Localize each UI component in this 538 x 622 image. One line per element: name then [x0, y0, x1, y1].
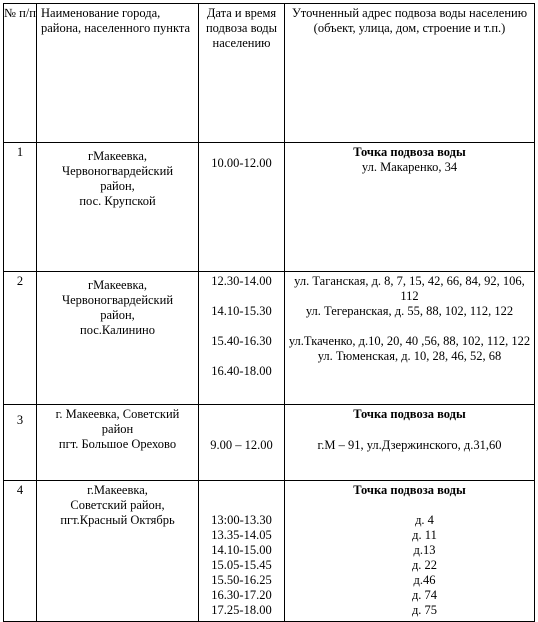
- city-line: район,: [100, 179, 135, 193]
- table-row: [4, 272, 535, 405]
- table-row: [4, 405, 535, 481]
- water-delivery-table: [3, 3, 535, 622]
- row-times: [199, 481, 285, 622]
- time-slot: 12.30-14.00: [211, 274, 272, 288]
- time-slot: 9.00 – 12.00: [210, 438, 273, 452]
- address-line: д.13: [413, 543, 436, 557]
- city-line: пос. Крупской: [79, 194, 156, 208]
- city-line: район: [101, 422, 134, 436]
- address-line: д. 11: [412, 528, 437, 542]
- address-line: ул. Тегеранская, д. 55, 88, 102, 112, 122: [305, 304, 514, 318]
- header-num: № п/п: [4, 4, 37, 143]
- city-line: пгт.Красный Октябрь: [60, 513, 175, 527]
- city-line: Червоногвардейский: [61, 164, 174, 178]
- addr-title: Точка подвоза воды: [353, 407, 466, 421]
- time-slot: 13:00-13.30: [211, 513, 272, 527]
- table-row: [4, 143, 535, 272]
- row-addresses: [285, 481, 535, 622]
- city-line: г.Макеевка,: [87, 483, 148, 497]
- time-slot: 16.40-18.00: [211, 364, 272, 378]
- time-slot: 15.50-16.25: [211, 573, 272, 587]
- row-times: [199, 143, 285, 272]
- header-name: Наименование города, района, населенного пункта: [37, 4, 199, 143]
- time-slot: 13.35-14.05: [211, 528, 272, 542]
- time-slot: 15.40-16.30: [211, 334, 272, 348]
- time-slot: 14.10-15.30: [211, 304, 272, 318]
- city-line: пос.Калинино: [80, 323, 155, 337]
- address-line: г.М – 91, ул.Дзержинского, д.31,60: [317, 438, 502, 452]
- address-line: ул. Таганская, д. 8, 7, 15, 42, 66, 84, 92, 106, 112: [294, 274, 525, 303]
- time-slot: 15.05-15.45: [211, 558, 272, 572]
- address-line: д. 74: [411, 588, 438, 602]
- row-times: [199, 405, 285, 481]
- address-line: д. 75: [411, 603, 438, 617]
- row-addresses: [285, 405, 535, 481]
- row-num: 2: [4, 272, 37, 405]
- address-line: д. 22: [411, 558, 438, 572]
- city-line: пгт. Большое Орехово: [58, 437, 177, 451]
- city-line: район,: [100, 308, 135, 322]
- time-slot: 17.25-18.00: [211, 603, 272, 617]
- row-num: 1: [4, 143, 37, 272]
- time-slot: 10.00-12.00: [211, 156, 272, 170]
- address-line: д. 4: [415, 513, 434, 527]
- row-city: [37, 405, 199, 481]
- row-num: 3: [4, 405, 37, 481]
- addr-title: Точка подвоза воды: [353, 145, 466, 159]
- row-city: [37, 272, 199, 405]
- row-addresses: [285, 272, 535, 405]
- header-row: [4, 4, 535, 143]
- addr-title: Точка подвоза воды: [353, 483, 466, 497]
- row-num: 4: [4, 481, 37, 622]
- city-line: г. Макеевка, Советский: [55, 407, 180, 421]
- city-line: Советский район,: [70, 498, 165, 512]
- city-line: гМакеевка,: [87, 278, 148, 292]
- address-line: ул. Тюменская, д. 10, 28, 46, 52, 68: [317, 349, 502, 363]
- header-address: Уточненный адрес подвоза воды населению (объект, улица, дом, строение и т.п.): [285, 4, 535, 143]
- row-addresses: [285, 143, 535, 272]
- row-times: [199, 272, 285, 405]
- row-city: [37, 481, 199, 622]
- time-slot: 16.30-17.20: [211, 588, 272, 602]
- row-city: [37, 143, 199, 272]
- address-line: ул. Макаренко, 34: [361, 160, 458, 174]
- header-date: Дата и время подвоза воды населению: [199, 4, 285, 143]
- city-line: гМакеевка,: [87, 149, 148, 163]
- address-line: ул.Ткаченко, д.10, 20, 40 ,56, 88, 102, 112, 122: [288, 334, 531, 348]
- table-row: [4, 481, 535, 622]
- time-slot: 14.10-15.00: [211, 543, 272, 557]
- address-line: д.46: [413, 573, 436, 587]
- city-line: Червоногвардейский: [61, 293, 174, 307]
